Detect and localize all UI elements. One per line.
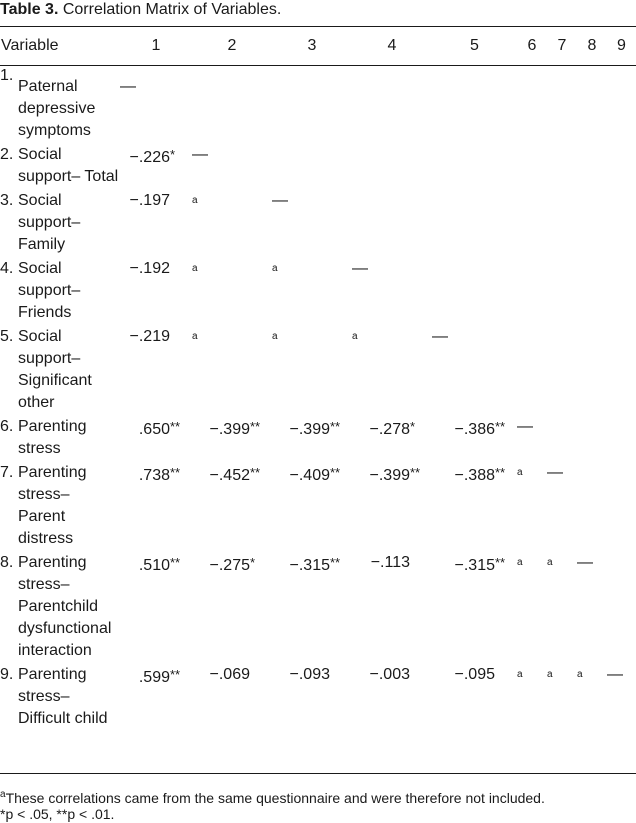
table-cell [607,258,636,326]
significance-note: *p < .05, **p < .01. [0,806,115,822]
table-cell: .599** [138,667,181,686]
row-label [0,462,120,552]
table-cell: .510** [138,555,181,574]
table-cell: a [272,263,278,274]
row-label-text: Parenting stress [18,418,87,457]
table-cell: −.192 [129,260,170,277]
header-col-4: 4 [387,37,397,54]
table-row [0,552,636,664]
table-cell: — [577,554,593,571]
table-cell: −.095 [454,666,495,683]
row-label-text: Parenting stress– Parentchild dysfunctional interaction [18,554,112,659]
table-cell: — [432,328,448,345]
table-cell [607,416,636,462]
table-cell [607,144,636,190]
row-number: 4. [0,260,14,277]
table-cell [547,416,577,462]
table-cell: −.399** [289,419,341,438]
table-cell: −.226* [129,147,176,166]
table-cell [607,552,636,664]
table-row [0,258,636,326]
footnote-marker: a [0,789,6,800]
table-cell [547,326,577,416]
table-cell: −.409** [289,465,341,484]
table-row [0,664,636,732]
table-cell [352,65,432,144]
table-cell [517,190,547,258]
table-cell [577,258,607,326]
table-cell: — [192,146,208,163]
table-cell [547,65,577,144]
table-row [0,144,636,190]
table-cell [607,65,636,144]
table-cell [352,190,432,258]
table-title: Correlation Matrix of Variables. [62,1,282,18]
table-cell [272,144,352,190]
table-cell [607,190,636,258]
table-cell [517,326,547,416]
table-cell [517,258,547,326]
table-cell [352,144,432,190]
table-cell: a [547,669,553,680]
table-cell: — [352,260,368,277]
table-cell: a [192,263,198,274]
table-row [0,65,636,144]
table-cell: a [517,557,523,568]
table-cell: −.275* [209,555,256,574]
header-col-7: 7 [557,37,567,54]
table-cell: −.452** [209,465,261,484]
table-cell: a [272,331,278,342]
row-label [0,326,120,416]
table-cell: — [120,78,136,95]
row-number: 9. [0,666,14,683]
row-number: 5. [0,328,14,345]
row-label-text: Paternal depressive symptoms [18,78,96,139]
header-col-6: 6 [527,37,537,54]
table-cell [577,65,607,144]
row-label [0,664,120,732]
table-cell [607,326,636,416]
table-cell: — [517,418,533,435]
table-number: Table 3. [0,1,59,18]
row-label-text: Parenting stress– Parent distress [18,464,87,547]
table-cell [432,144,517,190]
table-cell [517,144,547,190]
table-cell [547,258,577,326]
table-cell: a [517,669,523,680]
header-col-3: 3 [307,37,317,54]
table-cell [577,416,607,462]
row-number: 6. [0,418,14,435]
table-cell: −.197 [129,192,170,209]
row-number: 7. [0,464,14,481]
correlation-table [0,27,636,732]
table-row [0,326,636,416]
table-cell: −.386** [454,419,506,438]
table-cell: a [192,331,198,342]
row-label-text: Social support– Total [18,146,119,185]
table-row [0,190,636,258]
table-cell [577,144,607,190]
table-cell: −.278* [369,419,416,438]
header-col-2: 2 [227,37,237,54]
table-body [0,65,636,732]
table-cell: −.399** [369,465,421,484]
table-cell: −.069 [209,666,250,683]
header-variable: Variable [1,37,59,54]
row-label [0,65,120,144]
table-caption [0,0,281,20]
table-cell: −.315** [289,555,341,574]
table-cell: −.093 [289,666,330,683]
table-cell [577,190,607,258]
header-row [0,27,636,65]
row-label-text: Social support– Significant other [18,328,92,411]
table-cell [192,65,272,144]
row-label [0,144,120,190]
table-cell [577,326,607,416]
table-cell: — [607,666,623,683]
table-cell: −.003 [369,666,410,683]
table-cell: .650** [138,419,181,438]
row-label [0,190,120,258]
table-cell: — [547,464,563,481]
table-cell [577,462,607,552]
row-number: 2. [0,146,14,163]
row-label [0,258,120,326]
table-cell: a [352,331,358,342]
row-label-text: Social support– Friends [18,260,81,321]
table-cell: −.315** [454,555,506,574]
table-cell: — [272,192,288,209]
header-col-9: 9 [617,37,626,54]
header-col-1: 1 [151,37,161,54]
header-col-5: 5 [470,37,479,54]
table-cell [607,462,636,552]
table-cell [432,190,517,258]
row-label-text: Parenting stress– Difficult child [18,666,108,727]
table-cell [517,65,547,144]
table-row [0,416,636,462]
table-cell [547,190,577,258]
row-label-text: Social support– Family [18,192,81,253]
table-cell: a [517,467,523,478]
table-cell: .738** [138,465,181,484]
row-label [0,416,120,462]
table-cell: −.399** [209,419,261,438]
table-cell [432,65,517,144]
footnote-a [0,786,545,807]
table-row [0,462,636,552]
table-cell: a [547,557,553,568]
table-cell [432,258,517,326]
row-number: 8. [0,554,14,571]
table-cell: −.113 [370,554,410,571]
table-cell: −.219 [129,328,170,345]
table-cell: −.388** [454,465,506,484]
header-col-8: 8 [587,37,597,54]
table-cell: a [577,669,583,680]
table-cell [547,144,577,190]
row-label [0,552,120,664]
row-number: 3. [0,192,14,209]
row-number: 1. [0,67,14,84]
footnote-a-text: These correlations came from the same questionnaire and were therefore not included. [5,790,545,806]
bottom-rule [0,773,636,774]
table-cell [272,65,352,144]
table-cell: a [192,195,198,206]
